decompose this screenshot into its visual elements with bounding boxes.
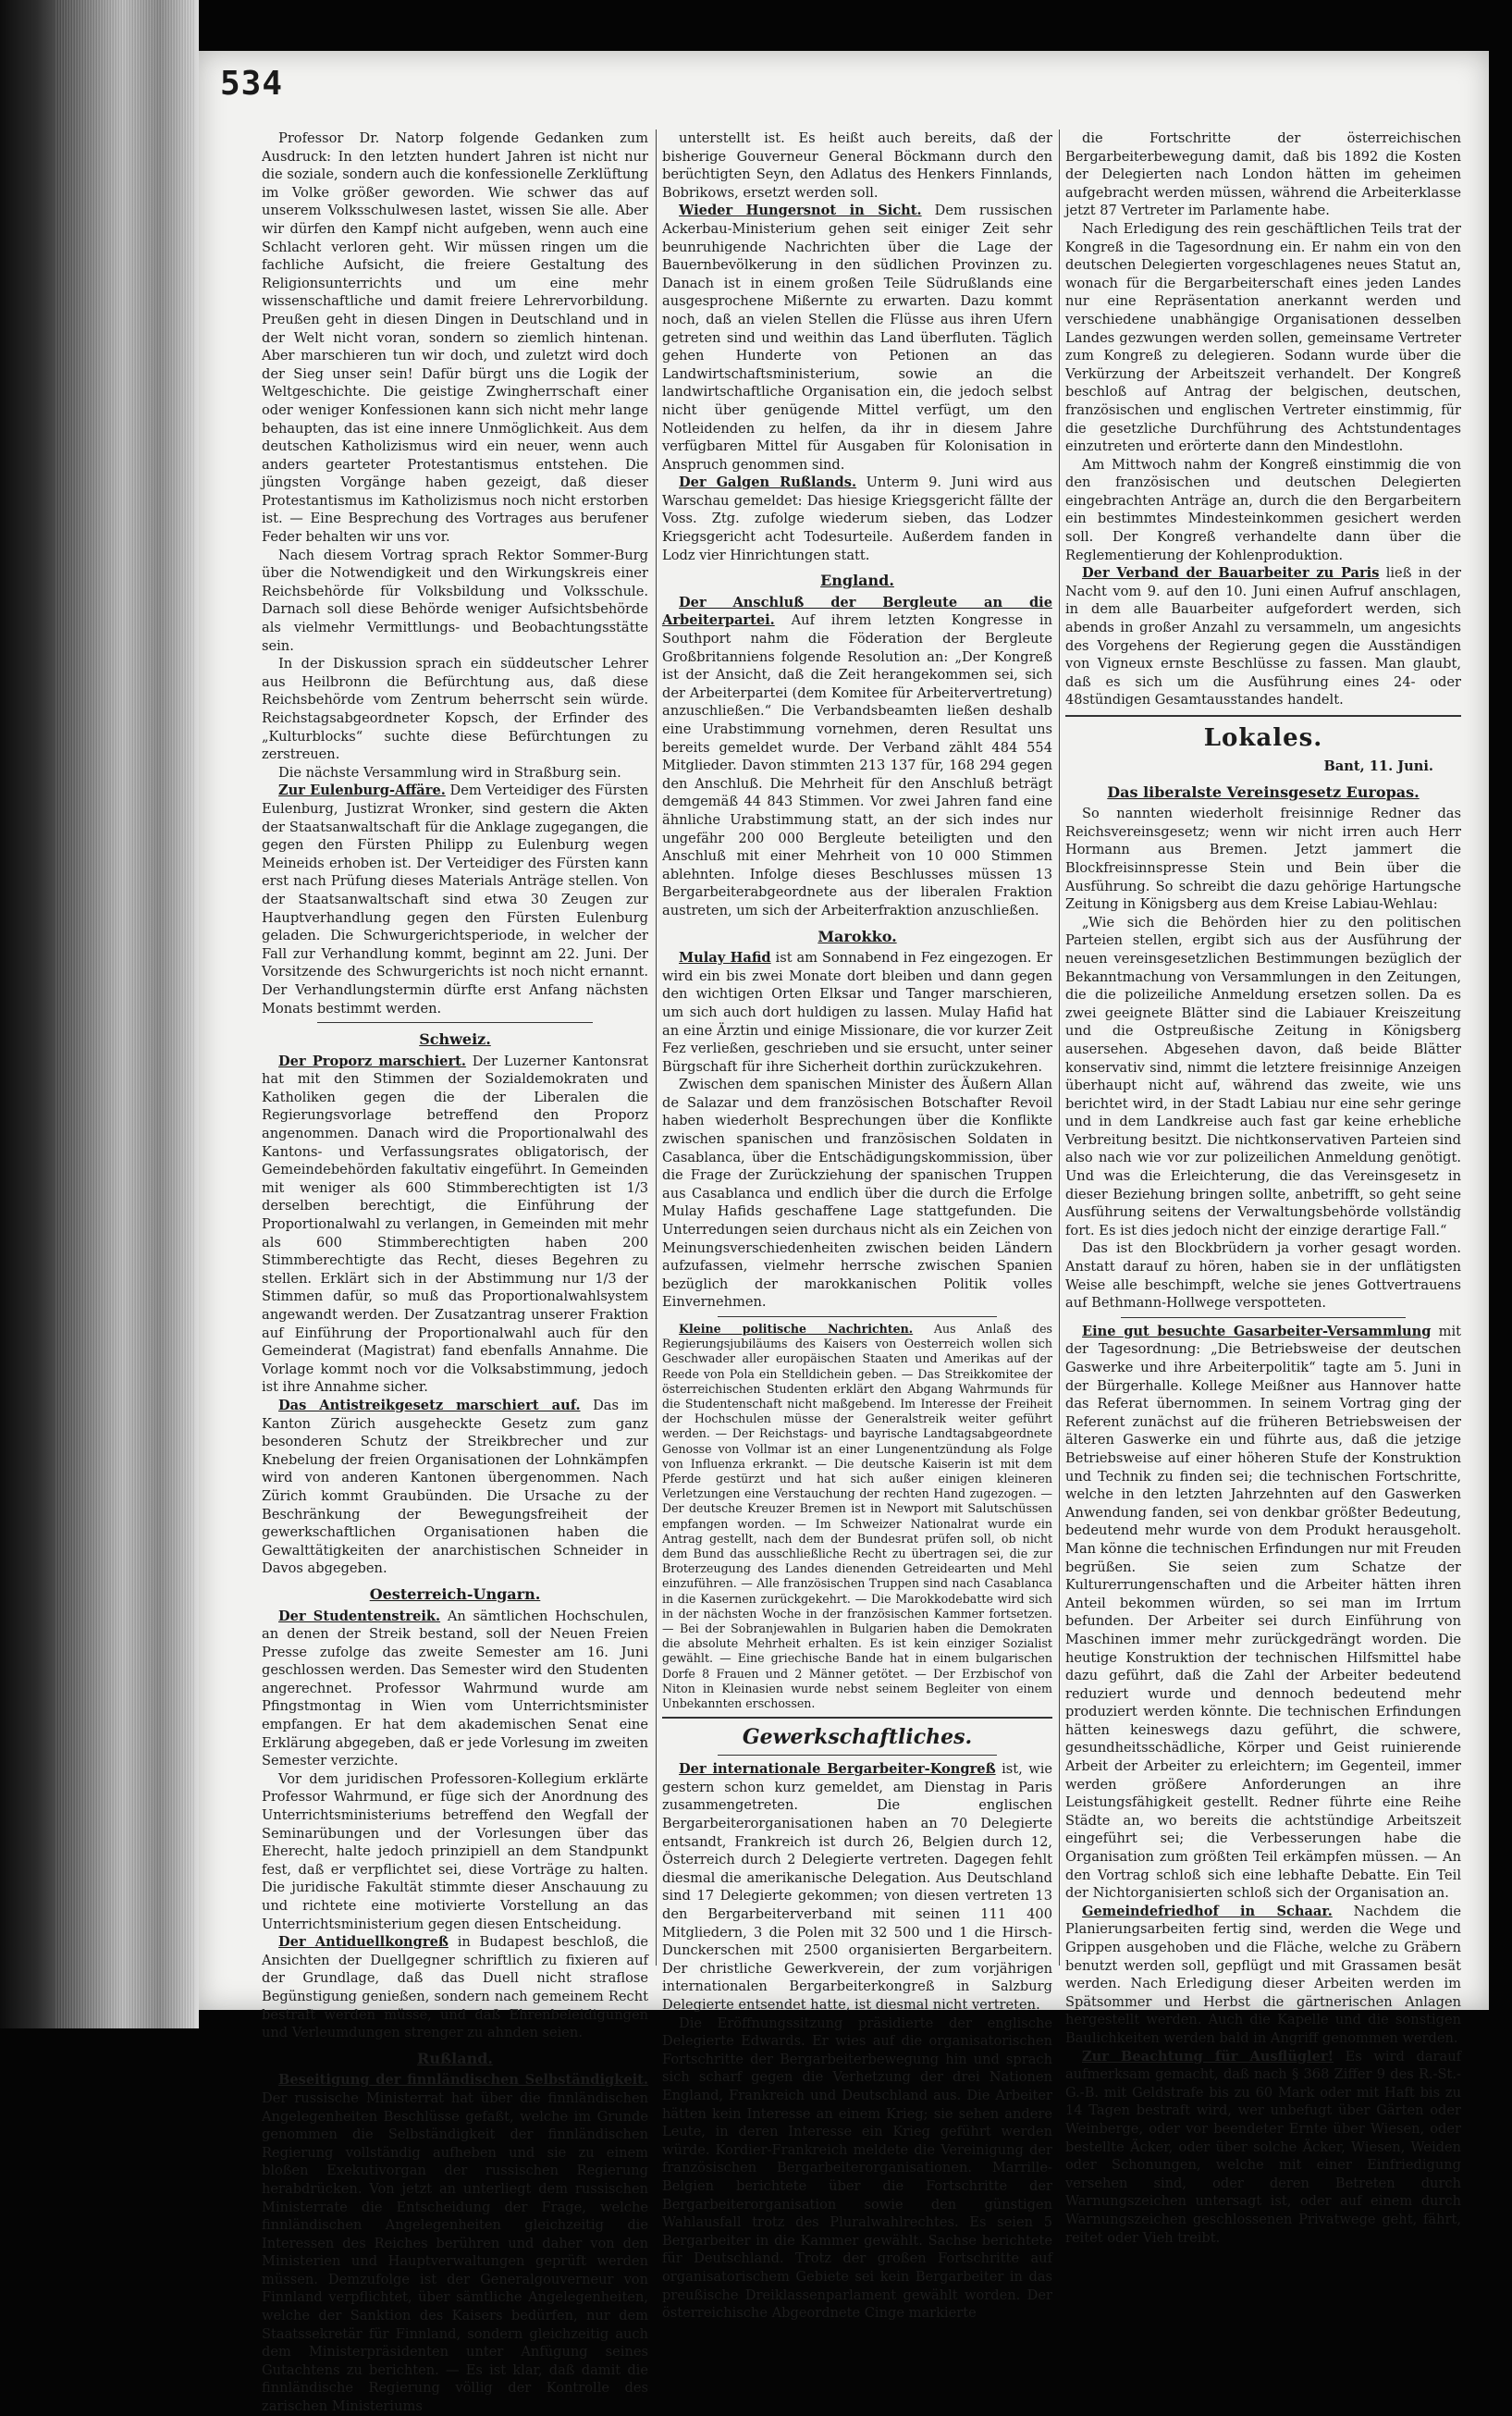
friedhof-headline: Gemeindefriedhof in Schaar. [1082,1903,1333,1919]
bergleute-article [662,594,1052,920]
galgen-headline: Der Galgen Rußlands. [679,475,857,491]
section-marokko: Marokko. [817,927,897,945]
liberal-paragraph-2: „Wie sich die Behörden hier zu den politischen Parteien stellen, ergibt sich aus der Ausführung der neuen vereinsgesetzlichen Bestimmungen bezüglich der Bekanntmachung von Versammlungen in den Zeitungen, die die polizeiliche Anmeldung ersetzen sollen. Da es zwei geeignete Blätter sind die Labiauer Kreiszeitung und die Ostpreußische Zeitung in Königsberg ausersehen. Abgesehen davon, daß beide Blätter konservativ sind, nimmt die letztere freisinnige Anzeigen überhaupt nicht auf, während das zweite, wie uns berichtet wird, in der Stadt Labiau nur eine sehr geringe und in dem Landkreise auch fast gar keine erhebliche Verbreitung besitzt. Die nichtkonservativen Parteien sind also nach wie vor zur polizeilichen Anmeldung genötigt. Und was die Erleichterung, die das Vereinsgesetz in dieser Beziehung bringen sollte, anbetrifft, so geht seine Ausführung seitens der Verwaltungsbehörde vollständig fort. Es ist dies jedoch nicht der einzige derartige Fall.“ [1065,914,1461,1239]
column-2 [662,129,1053,2322]
friedhof-text: Nachdem die Planierungsarbeiten fertig sind, werden die Wege und Grippen ausgehoben und die Fläche, welche zu Gräbern benutzt werden soll, gepflügt und mit Grassamen besät werden. Nach Erledigung dieser Arbeiten werden im Spätsommer und Herbst die gärtnerischen Anlagen hergestellt werden. Auch die Kapelle und die sonstigen Baulichkeiten werden bald in Angriff genommen werden. [1065,1903,1462,2046]
galgen-text: Unterm 9. Juni wird aus Warschau gemeldet: Das hiesige Kriegsgericht fällte der Voss. Ztg. zufolge wiederum sieben, das Lodzer Kriegsgericht acht Todesurteile. Außerdem fanden in Lodz vier Hinrichtungen statt. [662,475,1052,563]
kongress-continued: die Fortschritte der österreichischen Bergarbeiterbewegung damit, daß bis 1892 die Kosten der Delegierten nach London hätten im geheimen aufgebracht werden müssen, während die Arbeiterklasse jetzt 87 Vertreter im Parlamente habe. [1065,130,1461,219]
finnland-headline: Beseitigung der finnländischen Selbständigkeit. [278,2072,648,2089]
book-binding-edge [0,0,199,2028]
section-schweiz: Schweiz. [419,1030,491,1049]
proporz-article [262,1053,648,1397]
antistreik-headline: Das Antistreikgesetz marschiert auf. [278,1397,581,1413]
eulenburg-text: Dem Verteidiger des Fürsten Eulenburg, Justizrat Wronker, sind gestern die Akten der Staatsanwaltschaft für die Anklage zugegangen, die gegen den Fürsten Philipp zu Eulenburg wegen Meineids erhoben ist. Der Verteidiger des Fürsten kann erst nach Prüfung dieses Materials Anträge stellen. Von der Staatsanwaltschaft sind etwa 30 Zeugen zur Hauptverhandlung gegen den Fürsten Eulenburg geladen. Die Schwurgerichtsperiode, in welcher der Fall zur Verhandlung kommt, beginnt am 22. Juni. Der Vorsitzende des Schwurgerichts ist noch nicht ernannt. Der Verhandlungstermin dürfte erst Anfang nächsten Monats bestimmt werden. [262,783,648,1017]
bergleute-headline: Der Anschluß der Bergleute an die Arbeiterpartei. [662,594,1052,629]
column-1 [262,129,649,2415]
divider [662,1717,1052,1719]
section-lokales: Lokales. [1203,724,1323,752]
studenten-text: An sämtlichen Hochschulen, an denen der Streik bestand, soll der Neuen Freien Presse zufolge das zweite Semester am 16. Juni geschlossen werden. Das Semester wird den Studenten angerechnet. Professor Wahrmund wurde am Pfingstmontag in Wien vom Unterrichtsminister empfangen. Er hat dem akademischen Senat eine Erklärung abgegeben, daß er jede Vorlesung im zweiten Semester verzichte. [262,1608,648,1769]
finnland-article [262,2071,648,2415]
divider [718,1316,997,1317]
antiduell-article [262,1933,648,2042]
sommer-paragraph: Nach diesem Vortrag sprach Rektor Sommer-Burg über die Notwendigkeit und den Wirkungskreis einer Reichsbehörde für Volksbildung und Volksschule. Darnach soll diese Behörde weniger Aufsichtsbehörde als vielmehr Vermittlungs- und Beobachtungsstätte sein. [262,547,648,654]
ausfluegler-text: Es wird darauf aufmerksam gemacht, daß nach § 368 Ziffer 9 des R.-St.-G.-B. mit Geldstrafe bis zu 60 Mark oder mit Haft bis zu 14 Tagen bestraft wird, wer unbefugt über Gärten oder Weinberge, oder vor beendeter Ernte über Wiesen, oder bestellte Äcker, oder über solche Äcker, Wiesen, Weiden oder Schonungen, welche mit einer Einfriedigung versehen sind, oder deren Betreten durch Warnungszeichen untersagt ist, oder auf einem durch Warnungszeichen geschlossenen Privatwege geht, fährt, reitet oder Vieh treibt. [1065,2048,1462,2246]
finnland-text: Der russische Ministerrat hat über die finnländischen Angelegenheiten Beschlüsse gefaßt, welche im Grunde genommen die Selbständigkeit der finnländischen Regierung vollständig aufheben und sie zu einem bloßen Exekutivorgan der russischen Regierung herabdrücken. Von jetzt an unterliegt dem russischen Ministerrate die Entscheidung der Frage, welche finnländischen Angelegenheiten gleichzeitig die Interessen des Reiches berühren und daher von den Ministerien und Hauptverwaltungen geprüft werden müssen. Demzufolge ist der Generalgouverneur von Finnland verpflichtet, über sämtliche Angelegenheiten, welche der Sanktion des Kaisers bedürfen, nur dem Staatssekretär für Finnland, sondern gleichzeitig auch dem Ministerpräsidenten unter Anfügung seines Gutachtens zu berichten. — Es ist klar, daß damit die finnländische Regierung völlig der Kontrolle des zarischen Ministeriums [262,2089,648,2415]
divider [317,1022,593,1023]
galgen-article [662,474,1052,564]
mulay-headline: Mulay Hafid [679,950,771,967]
hunger-article [662,202,1052,474]
intkongress-article [662,1760,1052,2014]
proporz-text: Der Luzerner Kantonsrat hat mit den Stimmen der Sozialdemokraten und Katholiken gegen die der Liberalen die Regierungsvorlage betreffend den Proporz angenommen. Danach wird die Proportionalwahl des Kantons- und Verfassungsrates obligatorisch, der Gemeindebehörden fakultativ eingeführt. In Gemeinden mit weniger als 600 Stimmberechtigten ist 1/3 derselben berechtigt, die Einführung der Proportionalwahl zu verlangen, in Gemeinden mit mehr als 600 Stimmberechtigten haben 200 Stimmberechtigte das Recht, dieses Begehren zu stellen. Erklärt sich in der Abstimmung nur 1/3 der Stimmen dafür, so muß das Proportionalwahlsystem angewandt werden. Der Zusatzantrag unserer Fraktion auf Einführung der Proportionalwahl auch für den Gemeinderat (Magistrat) fand ebenfalls Annahme. Die Vorlage kommt noch vor die Volksabstimmung, jedoch ist ihre Annahme sicher. [262,1053,648,1396]
proporz-headline: Der Proporz marschiert. [278,1053,466,1069]
antistreik-article [262,1397,648,1578]
antiduell-headline: Der Antiduellkongreß [278,1934,449,1951]
section-gewerkschaftliches: Gewerkschaftliches. [742,1725,973,1750]
liberal-headline: Das liberalste Vereinsgesetz Europas. [1107,783,1420,801]
divider [1065,715,1461,717]
page-edges [55,0,194,2028]
column-rule [656,129,657,1966]
section-england: England. [820,572,894,590]
column-rule [1059,129,1060,1966]
bauarbeiter-article [1065,564,1461,709]
column-3 [1065,129,1462,2246]
section-oesterreich: Oesterreich-Ungarn. [369,1584,541,1603]
gas-headline: Eine gut besuchte Gasarbeiter-Versammlung [1082,1323,1432,1339]
discussion-paragraph: In der Diskussion sprach ein süddeutscher Lehrer aus Heilbronn die Befürchtung aus, daß diese Reichsbehörde vom Zentrum beherrscht sein würde. Reichstagsabgeordneter Kopsch, der Erfinder des „Kulturblocks“ suchte diese Befürchtungen zu zerstreuen. [262,656,648,763]
bauarbeiter-text: ließ in der Nacht vom 9. auf den 10. Juni einen Aufruf anschlagen, in dem alle Bauarbeiter aufgefordert werden, sich abends in großer Anzahl zu versammeln, um angesichts des Vorgehens der Regierung gegen die Ausständigen von Vigneux ernste Beschlüsse zu fassen. Man glaubt, daß es sich um die Ausführung eines 24- oder 48stündigen Gesamtausstandes handelt. [1065,565,1461,709]
hunger-headline: Wieder Hungersnot in Sicht. [679,203,922,219]
page-number: 534 [220,65,284,103]
studenten-headline: Der Studentenstreik. [278,1608,441,1624]
kleine-text: Aus Anlaß des Regierungsjubiläums des Kaisers von Oesterreich wollen sich Geschwader aller europäischen Staaten und Amerikas auf der Reede von Pola ein Stelldichein geben. — Das Streikkomitee der österreichischen Studenten erklärt den Abgang Wahrmunds für die Studentenschaft nicht maßgebend. Im Interesse der Freiheit der Hochschulen müsse der Generalstreik weiter geführt werden. — Der Reichstags- und bayrische Landtagsabgeordnete Genosse von Vollmar ist an einer Lungenentzündung als Folge von Influenza erkrankt. — Die deutsche Kaiserin ist mit dem Pferde gestürzt und hat sich außer einigen kleineren Verletzungen eine Verstauchung der rechten Hand zugezogen. — Der deutsche Kreuzer Bremen ist in Newport mit Salutschüssen empfangen worden. — Im Schweizer Nationalrat wurde ein Antrag gestellt, nach dem der Bundesrat prüfen soll, ob nicht dem Bund das ausschließliche Recht zu übertragen sei, die zur Broterzeugung des Landes dienenden Getreidearten und Mehl einzuführen. — Alle französischen Truppen sind nach Casablanca in die Kasernen zurückgekehrt. — Die Marokkodebatte wird sich in der nächsten Woche in der französischen Kammer fortsetzen. — Bei der Sobranjewahlen in Bulgarien haben die Demokraten die absolute Mehrheit erhalten. Es ist kein einziger Sozialist gewählt. — Eine griechische Bande hat in einem bulgarischen Dorfe 8 Frauen und 2 Männer getötet. — Der Erzbischof von Niton in Kleinasien wurde nebst seinem Begleiter von einem Unbekannten erschossen. [662,1322,1052,1711]
ausfluegler-headline: Zur Beachtung für Ausflügler! [1082,2048,1334,2065]
liberal-paragraph-3: Das ist den Blockbrüdern ja vorher gesagt worden. Anstatt darauf zu hören, haben sie in der unflätigsten Weise alle beschimpft, welche sie jenes Gottvertrauens auf Bethmann-Hollwege verspotteten. [1065,1240,1461,1312]
eulenburg-headline: Zur Eulenburg-Affäre. [278,783,446,799]
section-russland: Rußland. [417,2049,493,2067]
next-meeting-paragraph: Die nächste Versammlung wird in Straßburg sein. [278,764,621,781]
finnland-continued: unterstellt ist. Es heißt auch bereits, daß der bisherige Gouverneur General Böckmann durch den berüchtigten Seyn, den Adlatus des Henkers Finnlands, Bobrikows, ersetzt werden soll. [662,130,1052,201]
kleine-headline: Kleine politische Nachrichten. [679,1322,914,1336]
marokko-paragraph: Zwischen dem spanischen Minister des Äußern Allan de Salazar und dem französischen Botschafter Revoil haben wiederholt Besprechungen über die Konflikte zwischen spanischen und französischen Soldaten in Casablanca, über die Entschädigungskommission, über die Frage der Zurückziehung der spanischen Truppen aus Casablanca und endlich über die durch die Erfolge Mulay Hafids geschaffene Lage stattgefunden. Die Unterredungen seien durchaus nicht als ein Zeichen von Meinungsverschiedenheiten zwischen beiden Ländern aufzufassen, vielmehr herrsche zwischen Spanien bezüglich der marokkanischen Politik volles Einvernehmen. [662,1077,1052,1311]
antiduell-text: in Budapest beschloß, die Ansichten der Duellgegner schriftlich zu fixieren auf der Grundlage, daß das Duell nicht straflose Begünstigung genießen, sondern nach gemeinem Recht bestraft werden müsse, und daß Ehrenbeleidigungen und Verleumdungen strenger zu ahnden seien. [262,1934,649,2041]
kleine-nachrichten [662,1322,1052,1711]
hunger-text: Dem russischen Ackerbau-Ministerium gehen seit einiger Zeit sehr beunruhigende Nachrichten über die Lage der Bauernbevölkerung in den südlichen Provinzen zu. Danach ist in einem großen Teile Südrußlands eine ausgesprochene Mißernte zu erwarten. Dazu kommt noch, daß an vielen Stellen die Flüsse aus ihren Ufern getreten sind und weithin das Land überfluten. Täglich gehen Hunderte von Petionen an das Landwirtschaftsministerium, sowie an die landwirtschaftliche Organisation ein, die jedoch selbst nicht über genügende Mittel verfügt, um den Notleidenden zu helfen, da ihr in diesem Jahre verfügbaren Mittel für Ausgaben für Kolonisation in Anspruch genommen sind. [662,203,1053,473]
bauarbeiter-headline: Der Verband der Bauarbeiter zu Paris [1082,565,1380,582]
intkongress-text: ist, wie gestern schon kurz gemeldet, am Dienstag in Paris zusammengetreten. Die englischen Bergarbeiterorganisationen haben an 70 Delegierte entsandt, Frankreich ist durch 26, Belgien durch 12, Österreich durch 2 Delegierte vertreten. Dagegen fehlt diesmal die amerikanische Delegation. Aus Deutschland sind 17 Delegierte gekommen; von diesen vertreten 13 den Bergarbeiterverband mit seinen 111 400 Mitgliedern, 3 die Polen mit 32 500 und 1 die Hirsch-Dunckerschen mit 2500 organisierten Bergarbeitern. Der christliche Gewerkverein, der zum vorjährigen internationalen Bergarbeiterkongreß in Salzburg Delegierte entsendet hatte, ist diesmal nicht vertreten. [662,1761,1052,2013]
mulay-text: ist am Sonnabend in Fez eingezogen. Er wird ein bis zwei Monate dort bleiben und dann gegen den wichtigen Orten Elksar und Tanger marschieren, um sich auch dort huldigen zu lassen. Mulay Hafid hat an eine Ärztin und einige Missionare, die vor kurzer Zeit Fez verließen, geschrieben und sie ersucht, unter seiner Bürgschaft für ihre Sicherheit dorthin zurückzukehren. [662,950,1052,1075]
studenten-article [262,1608,648,1770]
gas-article [1065,1323,1461,1903]
kongress-paragraph-3: Am Mittwoch nahm der Kongreß einstimmig die von den französischen und deutschen Delegierten eingebrachten Anträge an, durch die den Bergarbeitern ein bestimmtes Mindesteinkommen gesichert werden soll. Der Kongreß verhandelte dann über die Reglementierung der Kohlenproduktion. [1065,456,1461,563]
antistreik-text: Das im Kanton Zürich ausgeheckte Gesetz zum ganz besonderen Schutz der Streikbrecher und zur Knebelung der freien Organisationen der Lohnkämpfen wird von anderen Kantonen übergenommen. Nach Zürich kommt Graubünden. Die Ursache zu der Beschränkung der Bewegungsfreiheit der gewerkschaftlichen Organisationen haben die Gewalttätigkeiten der anarchistischen Schneider in Davos abgegeben. [262,1397,648,1577]
ausfluegler-article [1065,2048,1461,2248]
kongress-paragraph-2: Nach Erledigung des rein geschäftlichen Teils trat der Kongreß in die Tagesordnung ein. Er nahm ein von den deutschen Delegierten vorgeschlagenes neues Statut an, wonach für die Bergarbeiterschaft eines jeden Landes nur eine Repräsentation anerkannt werden und verschiedene unabhängige Organisationen desselben Landes gezwungen werden sollen, gemeinsame Vertreter zum Kongreß zu delegieren. Sodann wurde über die Verkürzung der Arbeitszeit verhandelt. Der Kongreß beschloß auf Antrag der belgischen, deutschen, französischen und englischen Vertreter einstimmig, für die gesetzliche Durchführung des Achtstundentages einzutreten und erörterte dann den Mindestlohn. [1065,220,1461,455]
gas-text: mit der Tagesordnung: „Die Betriebsweise der deutschen Gaswerke und ihre Arbeiterpolitik“ tagte am 5. Juni in der Bürgerhalle. Kollege Meißner aus Hannover hatte das Referat übernommen. In seinem Vortrag ging der Referent zunächst auf die früheren Betriebsweisen der älteren Gaswerke ein und führte aus, daß die jetzige Betriebsweise auf einer höheren Stufe der Konstruktion und Technik zu finden sei; die technischen Fortschritte, welche in den letzten Jahrzehnten auf den Gaswerken Anwendung fanden, sei von denkbar größter Bedeutung, bedeutend mehr wurde von dem Produkt herausgeholt. Man könne die technischen Erfindungen nur mit Freuden begrüßen. Sie seien zum Schatze der Kulturerrungenschaften und die Arbeiter hätten ihren Anteil bekommen würden, so sei man im Irrtum befunden. Der Arbeiter sei durch Einführung von Maschinen immer mehr zurückgedrängt worden. Die heutige Konstruktion der technischen Hilfsmittel habe dazu geführt, daß die Zahl der Arbeiter bedeutend reduziert wurde und dennoch bedeutend mehr produziert werden könnte. Die technischen Erfindungen hätten keineswegs dazu geführt, die schwere, gesundheitsschädliche, Körper und Geist ruinierende Arbeit der Arbeiter zu erleichtern; im Gegenteil, immer werden größere Anforderungen an ihre Leistungsfähigkeit gestellt. Redner führte eine Reihe Städte an, wo bereits die achtstündige Arbeitszeit eingeführt sei; die Verbesserungen habe die Organisation zum größten Teil erkämpfen müssen. — An den Vortrag schloß sich eine lebhafte Debatte. Ein Teil der Nichtorganisierten schloß sich der Organisation an. [1065,1323,1462,1902]
mulay-article [662,949,1052,1076]
divider [718,1755,997,1756]
professoren-paragraph: Vor dem juridischen Professoren-Kollegium erklärte Professor Wahrmund, er füge sich der Anordnung des Unterrichtsministeriums betreffend den Wegfall der Seminarübungen und der Vorlesungen über das Eherecht, halte jedoch prinzipiell an dem Standpunkt fest, daß er verpflichtet sei, diese Vorträge zu halten. Die juridische Fakultät stimmte dieser Anschauung zu und richtete eine motivierte Vorstellung an das Unterrichtsministerium gegen diesen Entscheidung. [262,1770,648,1932]
liberal-paragraph-1: So nannten wiederholt freisinnige Redner das Reichsvereinsgesetz; wenn wir nicht irren auch Herr Hormann aus Bremen. Jetzt jammert die Blockfreisinnspresse Stein und Bein über die Ausführung. So schreibt die dazu gehörige Hartungsche Zeitung in Königsberg aus dem Kreise Labiau-Wehlau: [1065,806,1461,913]
friedhof-article [1065,1903,1461,2048]
dateline: Bant, 11. Juni. [1323,758,1433,774]
intkongress-paragraph-2: Die Eröffnungssitzung präsidierte der englische Delegierte Edwards. Er wies auf die organisatorischen Fortschritte der Bergarbeiterbewegung hin und sprach sich scharf gegen die Verhetzung der drei Nationen England, Frankreich und Deutschland aus. Die Arbeiter hätten kein Interesse an einem Krieg; sie sehen andere Leute, in deren Interesse ein Krieg geführt werden würde. Kordier-Frankreich meldete die Vereinigung der französischen Bergarbeiterorganisationen. Marrille-Belgien berichtete über die Fortschritte der Bergarbeiterorganisation sowie den günstigen Wahlausfall trotz des Pluralwahlrechtes. Es seien 5 Bergarbeiter in die Kammer gewählt. Sachse berichtete für Deutschland. Trotz der großen Fortschritte auf organisatorischem Gebiete sei kein Bergarbeiter in das preußische Dreiklassenparlament gewählt worden. Der österreichische Abgeordnete Cinge markierte [662,2015,1052,2322]
eulenburg-article [262,782,648,1017]
bergleute-text: Auf ihrem letzten Kongresse in Southport nahm die Föderation der Bergleute Großbritanniens folgende Resolution an: „Der Kongreß ist der Ansicht, daß die Zeit herangekommen sei, sich der Arbeiterpartei (dem Komitee für Arbeitervertretung) anzuschließen.“ Die Verbandsbeamten ließen deshalb eine Urabstimmung vornehmen, deren Resultat uns bereits gemeldet wurde. Der Verband zählt 484 554 Mitglieder. Davon stimmten 213 137 für, 168 294 gegen den Anschluß. Die Mehrheit für den Anschluß beträgt demgemäß 44 843 Stimmen. Vor zwei Jahren fand eine ähnliche Urabstimmung statt, an der sich indes nur ungefähr 200 000 Bergleute beteiligten und den Anschluß mit einer Mehrheit von 10 000 Stimmen ablehnten. Infolge dieses Beschlusses müssen 13 Bergarbeiterabgeordnete aus der liberalen Fraktion austreten, um sich der Arbeiterfraktion anzuschließen. [662,612,1052,918]
intkongress-headline: Der internationale Bergarbeiter-Kongreß [679,1761,996,1778]
divider [1121,1317,1406,1318]
natorp-paragraph: Professor Dr. Natorp folgende Gedanken zum Ausdruck: In den letzten hundert Jahren ist nicht nur die soziale, sondern auch die konfessionelle Zerklüftung im Volke größer geworden. Wie schwer das auf unserem Volksschulwesen lastet, wissen Sie alle. Aber wir dürfen den Kampf nicht aufgeben, wenn auch eine Schlacht verloren geht. Wir müssen ringen um die fachliche Aufsicht, die freiere Gestaltung des Religionsunterrichts und um eine mehr wissenschaftliche und damit freiere Lehrervorbildung. Preußen geht in diesen Dingen in Deutschland und in der Welt nicht voran, sondern so ziemlich hintenan. Aber marschieren tun wir doch, und zuletzt wird doch der Sieg unser sein! Dafür bürgt uns die Logik der Weltgeschichte. Die geistige Zwingherrschaft einer oder weniger Konfessionen kann sich nicht mehr lange behaupten, das ist eine innere Unmöglichkeit. Aus dem deutschen Katholizismus wird ein neuer, wenn auch anders gearteter Protestantismus entstehen. Die jüngsten Vorgänge haben gezeigt, daß dieser Protestantismus im Katholizismus noch nicht erstorben ist. — Eine Besprechung des Vortrages aus berufener Feder behalten wir uns vor. [262,130,648,546]
